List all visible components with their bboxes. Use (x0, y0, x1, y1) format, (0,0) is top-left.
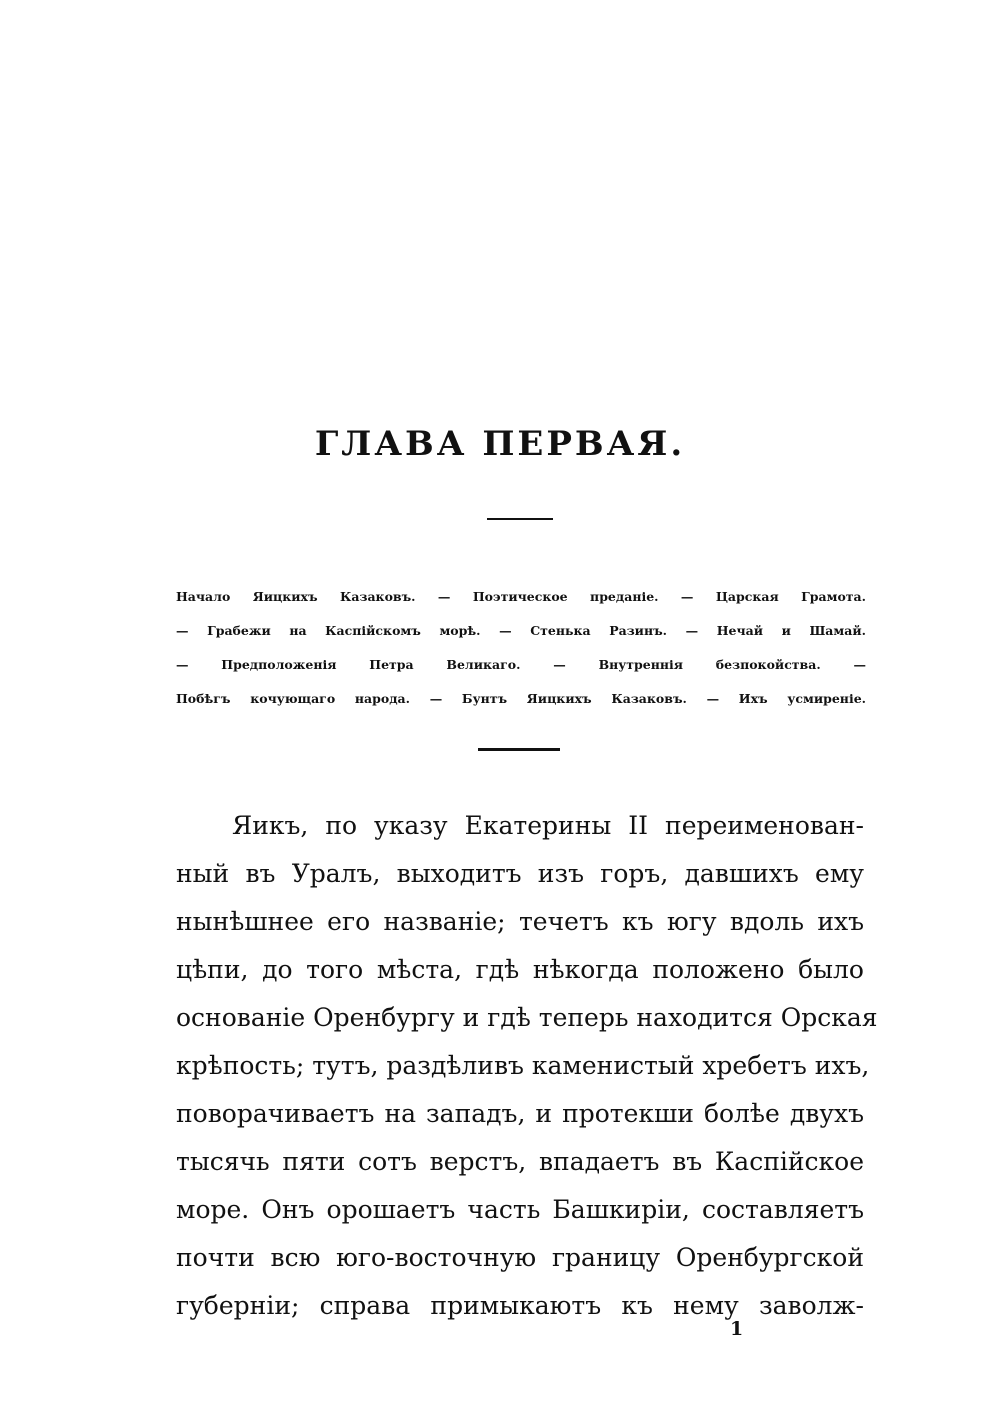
summary-line: — Предположенія Петра Великаго. — Внутреннія безпокойства. — (176, 657, 866, 672)
page-number: 1 (730, 1318, 744, 1340)
body-line: цѣпи, до того мѣста, гдѣ нѣкогда положено было (176, 955, 864, 984)
decorative-rule-bottom (478, 748, 560, 751)
body-line: поворачиваетъ на западъ, и протекши болѣе двухъ (176, 1099, 864, 1128)
body-paragraph (176, 802, 878, 1330)
summary-line: — Грабежи на Каспійскомъ морѣ. — Стенька Разинъ. — Нечай и Шамай. (176, 623, 866, 638)
body-line: почти всю юго-восточную границу Оренбургской (176, 1243, 864, 1272)
body-line: основаніе Оренбургу и гдѣ теперь находится Орская (176, 1003, 878, 1032)
body-line-1: Яикъ, по указу Екатерины II переименован- (232, 811, 864, 840)
body-line: тысячь пяти сотъ верстъ, впадаетъ въ Каспійское (176, 1147, 864, 1176)
body-line: море. Онъ орошаетъ часть Башкиріи, составляетъ (176, 1195, 864, 1224)
summary-line: Начало Яицкихъ Казаковъ. — Поэтическое преданіе. — Царская Грамота. (176, 589, 866, 604)
body-line-2: ный въ Уралъ, выходитъ изъ горъ, давшихъ ему (176, 859, 864, 888)
body-line: крѣпость; тутъ, раздѣливъ каменистый хребетъ ихъ, (176, 1051, 870, 1080)
decorative-rule-top (487, 518, 553, 520)
chapter-title: ГЛАВА ПЕРВАЯ. (314, 424, 686, 464)
body-line: нынѣшнее его названіе; течетъ къ югу вдоль ихъ (176, 907, 864, 936)
summary-line: Побѣгъ кочующаго народа. — Бунтъ Яицкихъ Казаковъ. — Ихъ усмиреніе. (176, 691, 866, 706)
chapter-summary (176, 580, 866, 716)
body-line: губерніи; справа примыкаютъ къ нему заволж- (176, 1291, 864, 1320)
